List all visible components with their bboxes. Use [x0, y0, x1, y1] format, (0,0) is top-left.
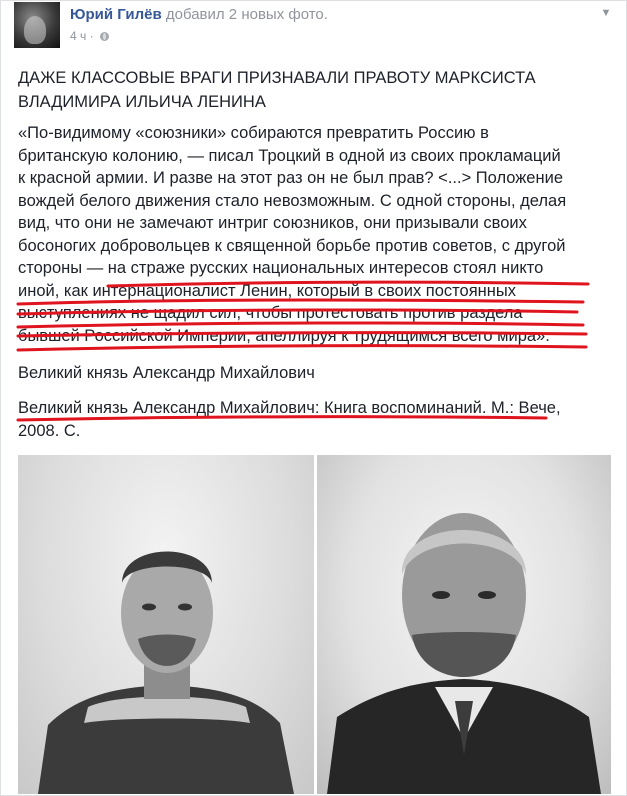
photo-lenin[interactable]	[317, 455, 611, 794]
author-name[interactable]: Юрий Гилёв	[70, 6, 162, 23]
quote-line: босоногих добровольцев к священной борьбе против советов, с другой	[18, 236, 566, 255]
quote-line: иной, как интернационалист Ленин, который в своих постоянных	[18, 281, 516, 300]
chevron-down-icon[interactable]: ▼	[600, 7, 612, 19]
quote-line: бывшей Российской Империи, апеллируя к трудящимся всего мира».	[18, 326, 550, 345]
quote-line: выступлениях не щадил сил, чтобы протестовать против раздела	[18, 304, 523, 322]
quote-line: британскую колонию, — писал Троцкий в одной из своих прокламаций	[18, 146, 561, 165]
source-line: Великий князь Александр Михайлович: Книга воспоминаний. М.: Вече,	[18, 399, 561, 417]
post-headline	[18, 66, 578, 114]
source-citation	[18, 397, 608, 442]
globe-icon	[100, 32, 109, 41]
post-action: добавил 2 новых фото.	[165, 6, 328, 23]
portrait-illustration	[18, 455, 314, 794]
quote-line: стороны — на страже русских национальных интересов стоял никто	[18, 259, 544, 277]
quote-line: к красной армии. И разве на этот раз он не был прав? <...> Положение	[18, 169, 563, 187]
avatar[interactable]	[14, 2, 60, 48]
quote-line: «По-видимому «союзники» собираются превратить Россию в	[18, 124, 489, 142]
quote-text	[18, 122, 613, 347]
author-line	[70, 6, 328, 23]
portrait-illustration	[317, 455, 611, 794]
quote-attribution: Великий князь Александр Михайлович	[18, 364, 315, 382]
quote-line: вождей белого движения стало невозможным. С одной стороны, делая	[18, 191, 567, 210]
post-header	[14, 2, 617, 52]
headline-line: ВЛАДИМИРА ИЛЬИЧА ЛЕНИНА	[18, 93, 266, 111]
source-line: 2008. С.	[18, 421, 81, 440]
headline-line: ДАЖЕ КЛАССОВЫЕ ВРАГИ ПРИЗНАВАЛИ ПРАВОТУ МАРКСИСТА	[18, 69, 536, 87]
quote-line: вид, что они не замечают интриг союзников, они призывали своих	[18, 214, 527, 232]
post-time[interactable]: 4 ч ·	[70, 29, 94, 43]
photo-grand-duke[interactable]	[18, 455, 314, 794]
post-meta	[70, 29, 109, 43]
